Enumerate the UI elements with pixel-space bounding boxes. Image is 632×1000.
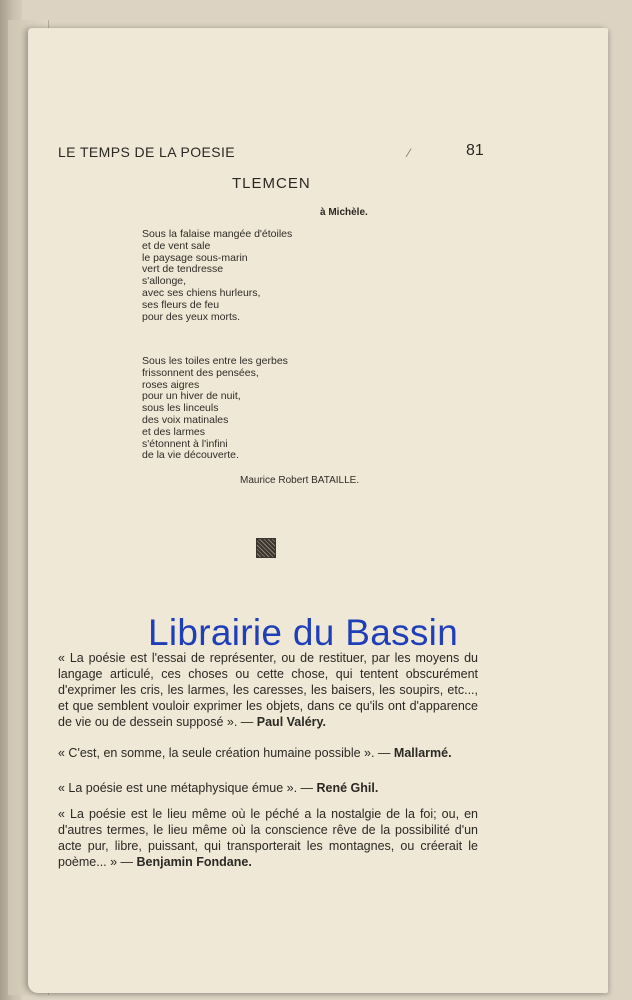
poem-line: le paysage sous-marin [142, 251, 248, 264]
poem-line: pour un hiver de nuit, [142, 390, 241, 403]
poem-line: et de vent sale [142, 239, 211, 252]
quote-text: « La poésie est l'essai de représenter, ou de restituer, par les moyens du langage articulé, ces choses ou cette chose, qui tentent obscurément d'exprimer les cris, les larmes, les caresses, les baisers, les soupirs, etc..., et que semblent vouloir exprimer les objets, dans ce qu'ils ont d'apparence de vie ou de dessein supposé ». — [58, 651, 478, 729]
poem-line: s'allonge, [142, 275, 187, 288]
poem-line: frissonnent des pensées, [142, 366, 259, 379]
poem-stanza-2 [142, 356, 288, 462]
page-number: 81 [466, 142, 484, 159]
poem-line: s'étonnent à l'infini [142, 437, 228, 450]
quote-author: Benjamin Fondane. [136, 855, 252, 869]
poem-line: Sous les toiles entre les gerbes [142, 355, 288, 367]
quote-block [58, 745, 478, 761]
pencil-mark-icon: ⁄ [408, 146, 411, 160]
poem-line: ses fleurs de feu [142, 298, 220, 311]
poem-line: avec ses chiens hurleurs, [142, 286, 261, 299]
quote-author: Mallarmé. [393, 746, 452, 760]
quote-block [58, 806, 478, 870]
poem-dedication: à Michèle. [320, 207, 368, 218]
quote-text: « La poésie est le lieu même où le péché a la nostalgie de la foi; ou, en d'autres termes, le lieu même où la conscience rêve de la possibilité d'un acte pur, libre, puissant, qui transporterait les montagnes, ou créerait le poème... » — [58, 807, 478, 869]
poem-line: pour des yeux morts. [142, 310, 241, 323]
poem-title: TLEMCEN [232, 175, 311, 192]
poem-line: de la vie découverte. [142, 449, 239, 462]
running-title: LE TEMPS DE LA POESIE [58, 144, 235, 160]
poem-stanza-1 [142, 229, 292, 323]
poem-line: roses aigres [142, 378, 200, 391]
quote-block [58, 780, 478, 796]
quote-text: « La poésie est une métaphysique émue ». — [58, 781, 314, 795]
quote-text: « C'est, en somme, la seule création humaine possible ». — [58, 746, 391, 760]
poem-line: vert de tendresse [142, 263, 224, 276]
poem-line: Sous la falaise mangée d'étoiles [142, 228, 293, 240]
poem-author: Maurice Robert BATAILLE. [240, 475, 360, 486]
poem-line: sous les linceuls [142, 402, 219, 415]
quote-author: Paul Valéry. [256, 715, 327, 729]
poem-line: des voix matinales [142, 413, 229, 426]
quote-author: René Ghil. [316, 781, 379, 795]
ornament-icon [256, 538, 276, 558]
watermark-text: Librairie du Bassin [148, 612, 459, 653]
quote-block [58, 650, 478, 730]
poem-line: et des larmes [142, 425, 206, 438]
